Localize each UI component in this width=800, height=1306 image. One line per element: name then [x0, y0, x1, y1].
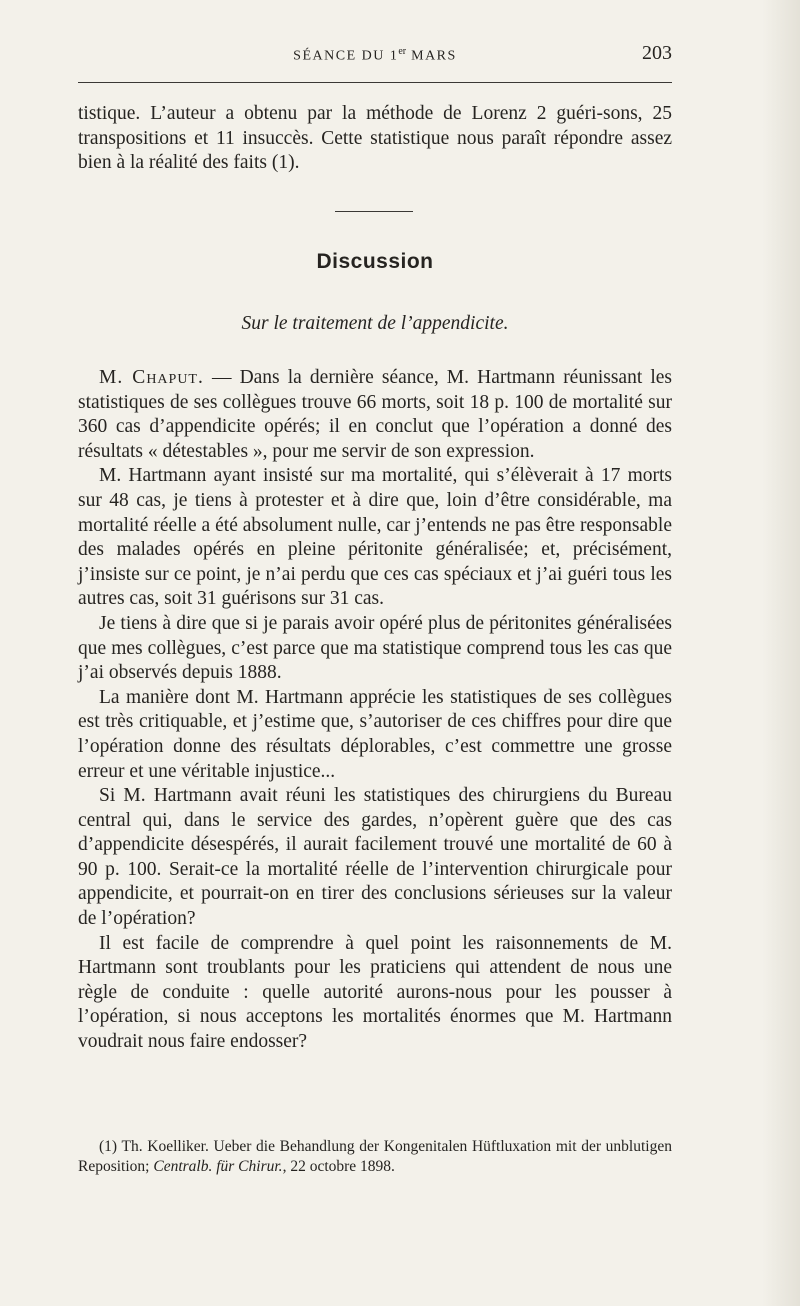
paragraph-4: La manière dont M. Hartmann apprécie les statistiques de ses collègues est très critiquable, et j’estime que, s’autoriser de ces chiffres pour dire que l’opération donne des résultats déplorables, c’est commettre une grosse erreur et une véritable injustice... — [78, 686, 672, 782]
running-head-title-month: MARS — [406, 48, 457, 64]
intro-paragraph-block — [78, 102, 672, 176]
page-number: 203 — [642, 42, 672, 64]
section-subheading: Sur le traitement de l’appendicite. — [241, 313, 509, 334]
section-heading: Discussion — [316, 250, 434, 273]
paragraph-6: Il est facile de comprendre à quel point les raisonnements de M. Hartmann sont troublants pour les praticiens qui attendent de nous une règle de conduite : quelle autorité aurons-nous pour les pousser à l’opération, si nous acceptons les mortalités énormes que M. Hartmann voudrait nous faire endosser? — [78, 932, 672, 1053]
page-edge-shadow — [762, 0, 800, 1306]
paragraph-2: M. Hartmann ayant insisté sur ma mortalité, qui s’élèverait à 17 morts sur 48 cas, je tiens à protester et à dire que, loin d’être considérable, ma mortalité réelle a été absolument nulle, car j’entends ne pas être responsable des malades opérés en pleine péritonite généralisée; et, précisément, j’insiste sur ce point, je n’ai perdu que ces cas spéciaux et j’ai guéri tous les autres cas, soit 31 guérisons sur 31 cas. — [78, 465, 672, 610]
footnote-citation: (1) Th. Koelliker. Ueber die Behandlung der Kongenitalen Hüftluxation mit der unblutigen Reposition; — [78, 1138, 672, 1175]
footnote — [78, 1137, 672, 1177]
section-divider — [335, 211, 413, 212]
header-rule — [78, 82, 672, 83]
paragraph-3: Je tiens à dire que si je parais avoir opéré plus de péritonites généralisées que mes collègues, c’est parce que ma statistique comprend tous les cas que j’ai observés depuis 1888. — [78, 612, 672, 684]
footnote-date: , 22 octobre 1898. — [282, 1158, 395, 1175]
paragraph-chaput-text: — Dans la dernière séance, M. Hartmann réunissant les statistiques de ses collègues trouve 66 morts, soit 18 p. 100 de mortalité sur 360 cas d’appendicite opérés; il en conclut que l’opération a donné des résultats « détestables », pour me servir de son expression. — [78, 367, 673, 462]
discussion-body — [78, 366, 672, 1055]
footnote-journal: Centralb. für Chirur. — [153, 1158, 283, 1175]
paragraph-chaput — [78, 366, 672, 464]
speaker-name: M. Chaput. — [99, 367, 204, 388]
paragraph-5: Si M. Hartmann avait réuni les statistiques des chirurgiens du Bureau central qui, dans le service des gardes, n’opèrent guère que des cas d’appendicite désespérés, il aurait facilement trouvé une mortalité de 60 à 90 p. 100. Serait-ce la mortalité réelle de l’intervention chirurgicale pour appendicite, et pourrait-on en tirer des conclusions sérieuses sur la valeur de l’opération? — [78, 785, 672, 930]
intro-paragraph: tistique. L’auteur a obtenu par la méthode de Lorenz 2 guéri-sons, 25 transpositions et 11 insuccès. Cette statistique nous paraît répondre assez bien à la réalité des faits (1). — [78, 103, 672, 174]
running-head-title-sup: er — [398, 46, 407, 57]
running-head-title-main: SÉANCE DU 1 — [293, 48, 399, 64]
footnote-text — [78, 1137, 672, 1177]
running-head — [78, 44, 672, 72]
running-head-title — [78, 46, 672, 65]
